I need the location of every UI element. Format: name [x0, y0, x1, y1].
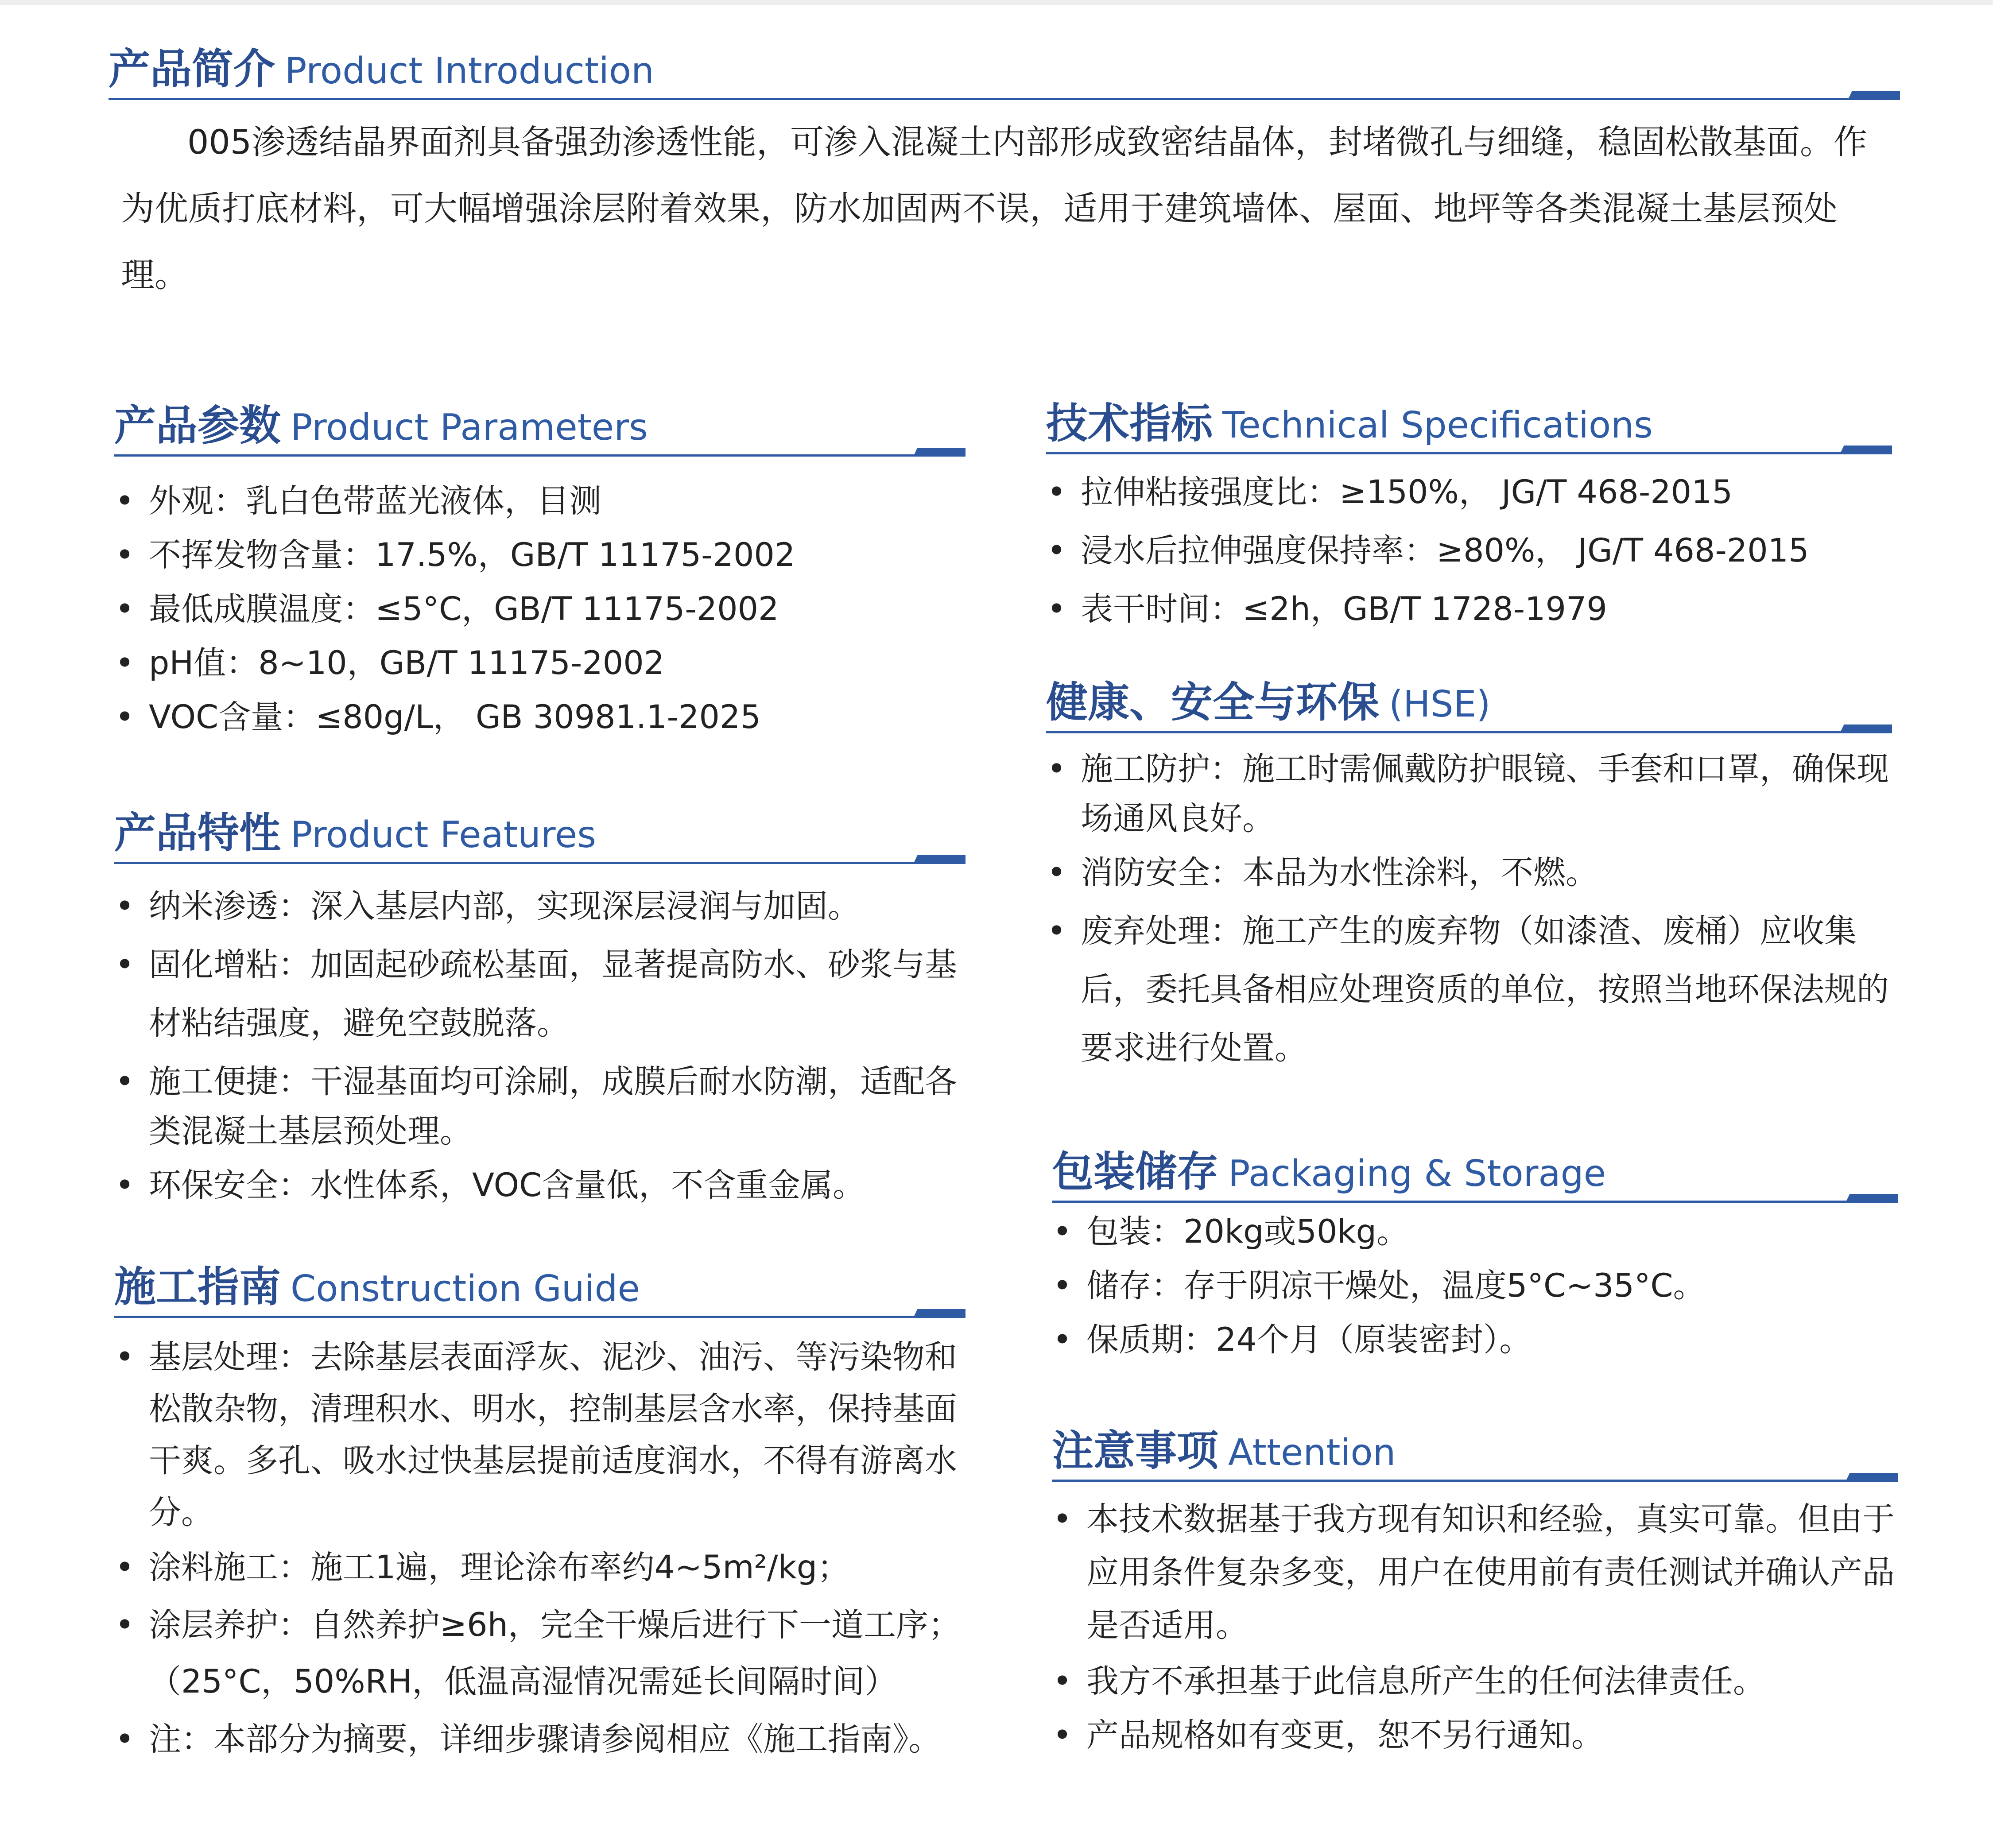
list-item: • 表干时间：≤2h，GB/T 1728-1979 [1046, 580, 1892, 639]
section-title-en: Product Introduction [285, 50, 654, 92]
section-title [114, 1263, 640, 1311]
section-header [1046, 651, 1892, 733]
title-underline-accent [913, 855, 965, 864]
list-item: • 包装：20kg或50kg。 [1052, 1207, 1898, 1257]
guide-list [114, 1331, 965, 1764]
list-item: • 最低成膜温度：≤5°C，GB/T 11175-2002 [114, 582, 965, 636]
section-packaging-storage [1052, 1120, 1898, 1365]
section-title-cn: 包装储存 [1052, 1148, 1219, 1196]
section-construction-guide [114, 1236, 965, 1764]
list-item: • 固化增粘：加固起砂疏松基面，显著提高防水、砂浆与基材粘结强度，避免空鼓脱落。 [114, 936, 965, 1053]
attention-list [1052, 1493, 1898, 1760]
list-item: • 外观：乳白色带蓝光液体，目测 [114, 474, 965, 528]
title-underline-accent [913, 1309, 965, 1318]
list-item: • 施工防护：施工时需佩戴防护眼镜、手套和口罩，确保现场通风良好。 [1046, 744, 1892, 844]
title-underline [1052, 1480, 1898, 1482]
parameters-list [114, 474, 965, 744]
section-title [1046, 678, 1491, 727]
title-underline [1052, 1201, 1898, 1203]
list-item: • 废弃处理：施工产生的废弃物（如漆渣、废桶）应收集后，委托具备相应处理资质的单位，按照当地环保法规的要求进行处置。 [1046, 902, 1892, 1077]
section-header [1052, 1120, 1898, 1203]
section-title-cn: 健康、安全与环保 [1046, 678, 1380, 727]
top-edge-strip [0, 0, 1993, 5]
section-header [1046, 372, 1892, 454]
title-underline-accent [913, 448, 965, 457]
title-underline-accent [1848, 91, 1900, 100]
list-item: • VOC含量：≤80g/L， GB 30981.1-2025 [114, 690, 965, 744]
section-technical-specifications [1046, 372, 1892, 639]
title-underline [1046, 452, 1892, 454]
title-underline-accent [1846, 1473, 1898, 1482]
section-title-cn: 注意事项 [1052, 1427, 1219, 1475]
list-item: • 注：本部分为摘要，详细步骤请参阅相应《施工指南》。 [114, 1715, 965, 1764]
section-title [1052, 1148, 1606, 1196]
section-title-cn: 产品特性 [114, 809, 281, 857]
section-title-en: Product Features [291, 814, 597, 856]
list-item: • 环保安全：水性体系，VOC含量低，不含重金属。 [114, 1161, 965, 1210]
section-title-en: Attention [1228, 1432, 1396, 1474]
section-header [114, 374, 965, 457]
title-underline [114, 862, 965, 864]
section-product-features [114, 782, 965, 1210]
section-header [1052, 1399, 1898, 1482]
section-product-parameters [114, 374, 965, 744]
hse-list [1046, 744, 1892, 1077]
list-item: • 我方不承担基于此信息所产生的任何法律责任。 [1052, 1657, 1898, 1706]
list-item: • 不挥发物含量：17.5%，GB/T 11175-2002 [114, 528, 965, 582]
title-underline-accent [1846, 1194, 1898, 1203]
list-item: • 产品规格如有变更，恕不另行通知。 [1052, 1711, 1898, 1760]
section-title-en: Product Parameters [291, 407, 648, 449]
section-title-en: Construction Guide [291, 1268, 640, 1310]
section-title [114, 809, 597, 857]
section-header [114, 782, 965, 864]
section-product-introduction [109, 18, 1900, 308]
intro-paragraph: 005渗透结晶界面剂具备强劲渗透性能，可渗入混凝土内部形成致密结晶体，封堵微孔与细缝，稳固松散基面。作为优质打底材料，可大幅增强涂层附着效果，防水加固两不误，适用于建筑墙体、屋面、地坪等各类混凝土基层预处理。 [121, 122, 1868, 294]
specs-list [1046, 463, 1892, 639]
section-title-cn: 技术指标 [1046, 399, 1213, 448]
list-item: • pH值：8~10，GB/T 11175-2002 [114, 636, 965, 690]
list-item: • 涂层养护：自然养护≥6h，完全干燥后进行下一道工序；（25°C，50%RH，低温高湿情况需延长间隔时间） [114, 1597, 965, 1710]
list-item: • 拉伸粘接强度比：≥150%， JG/T 468-2015 [1046, 463, 1892, 522]
list-item: • 本技术数据基于我方现有知识和经验，真实可靠。但由于应用条件复杂多变，用户在使用前有责任测试并确认产品是否适用。 [1052, 1493, 1898, 1652]
title-underline-accent [1840, 724, 1892, 733]
features-list [114, 882, 965, 1210]
list-item: • 储存：存于阴凉干燥处，温度5°C~35°C。 [1052, 1261, 1898, 1311]
section-title-en: Packaging & Storage [1228, 1153, 1606, 1195]
list-item: • 保质期：24个月（原装密封）。 [1052, 1315, 1898, 1365]
title-underline-accent [1840, 446, 1892, 454]
section-title-cn: 产品简介 [109, 45, 275, 93]
title-underline [114, 454, 965, 457]
section-title-cn: 产品参数 [114, 402, 281, 450]
storage-list [1052, 1207, 1898, 1365]
list-item: • 基层处理：去除基层表面浮灰、泥沙、油污、等污染物和松散杂物，清理积水、明水，控制基层含水率，保持基面干爽。多孔、吸水过快基层提前适度润水，不得有游离水分。 [114, 1331, 965, 1538]
title-underline [114, 1316, 965, 1318]
section-header [109, 18, 1900, 100]
section-title [1046, 399, 1653, 448]
section-attention [1052, 1399, 1898, 1760]
section-header [114, 1236, 965, 1318]
list-item: • 施工便捷：干湿基面均可涂刷，成膜后耐水防潮，适配各类混凝土基层预处理。 [114, 1057, 965, 1156]
title-underline [1046, 731, 1892, 733]
list-item: • 消防安全：本品为水性涂料，不燃。 [1046, 848, 1892, 898]
list-item: • 纳米渗透：深入基层内部，实现深层浸润与加固。 [114, 882, 965, 931]
list-item: • 涂料施工：施工1遍，理论涂布率约4~5m²/kg； [114, 1543, 965, 1592]
section-hse [1046, 651, 1892, 1077]
section-title-cn: 施工指南 [114, 1263, 281, 1311]
section-title-en: (HSE) [1389, 683, 1491, 725]
list-item: • 浸水后拉伸强度保持率：≥80%， JG/T 468-2015 [1046, 522, 1892, 580]
title-underline [109, 98, 1900, 100]
section-title [109, 45, 654, 93]
section-title [114, 402, 648, 450]
section-title [1052, 1427, 1396, 1475]
section-title-en: Technical Specifications [1222, 404, 1653, 446]
